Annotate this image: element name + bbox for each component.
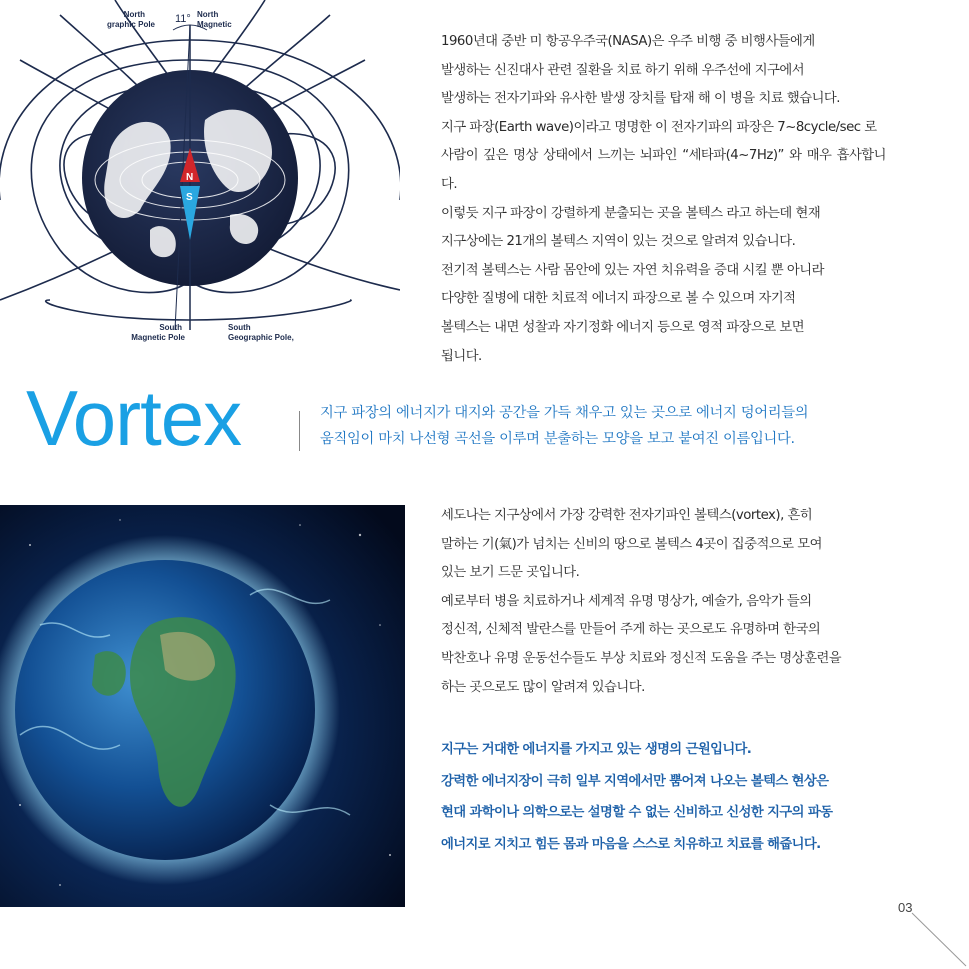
sedona-paragraph <box>441 502 886 702</box>
sedona-line: 있는 보기 드문 곳입니다. <box>441 565 580 581</box>
page-number: 03 <box>898 900 913 915</box>
sedona-line: 박찬호나 유명 운동선수들도 부상 치료와 정신적 도움을 주는 명상훈련을 <box>441 650 842 666</box>
intro-line: 발생하는 신진대사 관련 질환을 치료 하기 위해 우주선에 지구에서 <box>441 62 805 78</box>
compass-n-label: N <box>186 172 194 183</box>
magnetic-field-diagram <box>0 0 400 360</box>
vortex-description <box>320 400 910 452</box>
north-mag-label-1: North <box>197 10 219 19</box>
north-geo-label-2: graphic Pole <box>106 20 155 29</box>
north-mag-label-2: Magnetic <box>197 20 232 29</box>
south-mag-label-1: South <box>159 323 182 332</box>
intro-line: 볼텍스는 내면 성찰과 자기정화 에너지 등으로 영적 파장으로 보면 <box>441 319 805 335</box>
intro-line: 됩니다. <box>441 348 482 364</box>
sedona-line: 예로부터 병을 치료하거나 세계적 유명 명상가, 예술가, 음악가 들의 <box>441 593 812 609</box>
south-mag-label-2: Magnetic Pole <box>131 333 185 342</box>
intro-line: 다양한 질병에 대한 치료적 에너지 파장으로 볼 수 있으며 자기적 <box>441 291 796 307</box>
sedona-line: 말하는 기(氣)가 넘치는 신비의 땅으로 볼텍스 4곳이 집중적으로 모여 <box>441 536 822 552</box>
sedona-line: 하는 곳으로도 많이 알려져 있습니다. <box>441 679 645 695</box>
glowing-earth-image <box>0 505 405 907</box>
angle-label: 11° <box>175 13 191 25</box>
vortex-title: Vortex <box>26 374 242 462</box>
intro-paragraph <box>441 28 886 371</box>
intro-line: 발생하는 전자기파와 유사한 발생 장치를 탑재 해 이 병을 치료 했습니다. <box>441 91 840 107</box>
highlight-paragraph <box>441 734 901 860</box>
highlight-line: 강력한 에너지장이 극히 일부 지역에서만 뿜어져 나오는 볼텍스 현상은 <box>441 773 829 789</box>
title-divider <box>299 411 300 451</box>
intro-line: 전기적 볼텍스는 사람 몸안에 있는 자연 치유력을 증대 시킬 뿐 아니라 <box>441 262 824 278</box>
intro-line: 지구상에는 21개의 볼텍스 지역이 있는 것으로 알려져 있습니다. <box>441 234 796 250</box>
vortex-desc-line: 지구 파장의 에너지가 대지와 공간을 가득 채우고 있는 곳으로 에너지 덩어리들의 <box>320 405 809 421</box>
sedona-line: 정신적, 신체적 발란스를 만들어 주게 하는 곳으로도 유명하며 한국의 <box>441 622 821 638</box>
intro-line: 사람이 깊은 명상 상태에서 느끼는 뇌파인 “세타파(4~7Hz)” 와 매우 흡사합니다. <box>441 148 886 192</box>
intro-line: 이렇듯 지구 파장이 강렬하게 분출되는 곳을 볼텍스 라고 하는데 현재 <box>441 205 821 221</box>
north-geo-label-1: North <box>123 10 145 19</box>
south-geo-label-2: Geographic Pole, <box>228 333 294 342</box>
highlight-line: 현대 과학이나 의학으로는 설명할 수 없는 신비하고 신성한 지구의 파동 <box>441 805 833 820</box>
south-geo-label-1: South <box>228 323 251 332</box>
highlight-line: 지구는 거대한 에너지를 가지고 있는 생명의 근원입니다. <box>441 742 752 757</box>
intro-line: 1960년대 중반 미 항공우주국(NASA)은 우주 비행 중 비행사들에게 <box>441 34 815 49</box>
highlight-line: 에너지로 지치고 힘든 몸과 마음을 스스로 치유하고 치료를 해줍니다. <box>441 836 821 852</box>
sedona-line: 세도나는 지구상에서 가장 강력한 전자기파인 볼텍스(vortex), 흔히 <box>441 508 813 523</box>
intro-line: 지구 파장(Earth wave)이라고 명명한 이 전자기파의 파장은 7~8cycle/sec 로 <box>441 119 877 135</box>
compass-s-label: S <box>186 192 193 203</box>
vortex-desc-line: 움직임이 마치 나선형 곡선을 이루며 분출하는 모양을 보고 붙여진 이름입니다. <box>320 431 795 447</box>
